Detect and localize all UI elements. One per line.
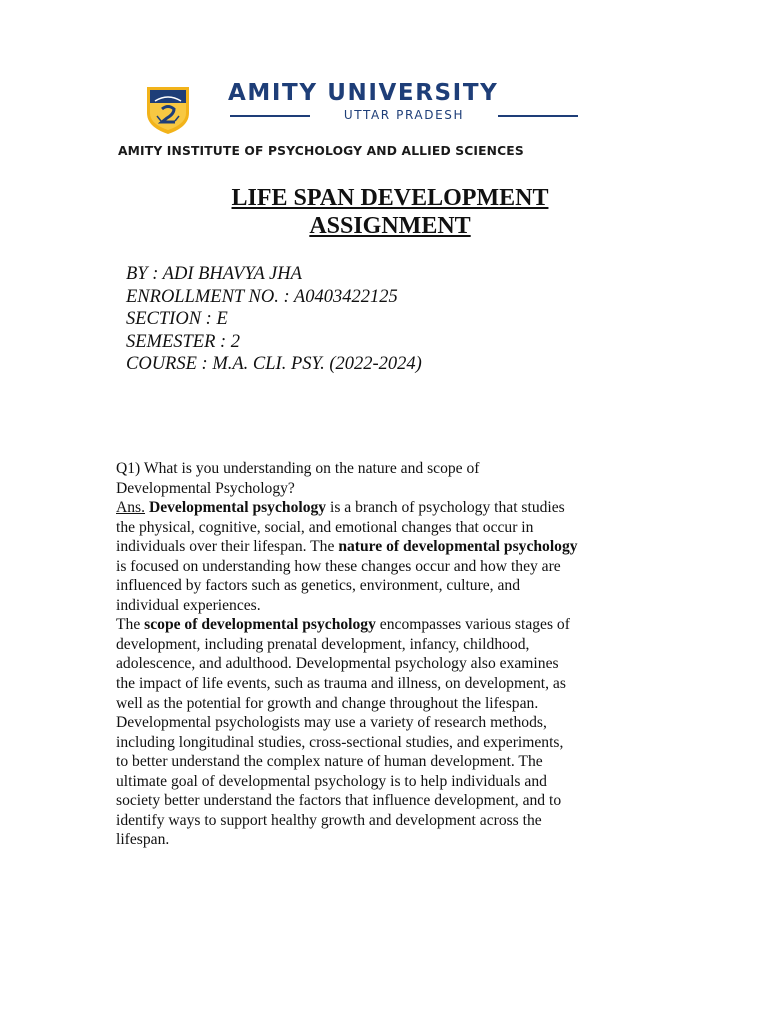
scope-line: development, including prenatal development, infancy, childhood,: [116, 635, 530, 653]
answer-line-1: [116, 498, 676, 518]
answer-line-3: [116, 537, 676, 557]
scope-line: ultimate goal of developmental psychology is to help individuals and: [116, 772, 547, 790]
question-answer: [116, 459, 676, 850]
scope-line: well as the potential for growth and change throughout the lifespan.: [116, 694, 539, 712]
scope-line: the impact of life events, such as trauma and illness, on development, as: [116, 675, 566, 693]
institute-name: AMITY INSTITUTE OF PSYCHOLOGY AND ALLIED SCIENCES: [118, 144, 524, 158]
amity-logo-icon: [143, 83, 193, 135]
document-title: [140, 184, 640, 240]
term-scope: scope of developmental psychology: [144, 616, 376, 634]
scope-line: Developmental psychologists may use a variety of research methods,: [116, 714, 547, 732]
info-enrollment: ENROLLMENT NO. : A0403422125: [126, 286, 398, 307]
student-info: [126, 263, 422, 376]
answer-line-2: the physical, cognitive, social, and emotional changes that occur in: [116, 518, 534, 536]
scope-line-start: The: [116, 616, 145, 634]
info-by: BY : ADI BHAVYA JHA: [126, 264, 302, 284]
title-line-2: ASSIGNMENT: [309, 213, 471, 239]
location-rule-left: [230, 115, 310, 117]
info-course: COURSE : M.A. CLI. PSY. (2022-2024): [126, 354, 422, 374]
answer-line-3-start: individuals over their lifespan. The: [116, 538, 339, 556]
answer-line-5: influenced by factors such as genetics, environment, culture, and: [116, 577, 520, 595]
question-line-1: Q1) What is you understanding on the nature and scope of: [116, 460, 480, 477]
answer-label: Ans.: [116, 499, 146, 517]
info-section: SECTION : E: [126, 309, 228, 329]
university-name: AMITY UNIVERSITY: [228, 80, 499, 106]
term-nature: nature of developmental psychology: [338, 538, 578, 556]
info-semester: SEMESTER : 2: [126, 331, 241, 352]
university-location: UTTAR PRADESH: [343, 108, 465, 122]
answer-line-1-rest: is a branch of psychology that studies: [326, 499, 565, 517]
scope-line: identify ways to support healthy growth and development across the: [116, 811, 542, 829]
term-developmental-psychology: Developmental psychology: [148, 499, 327, 517]
scope-line: to better understand the complex nature of human development. The: [116, 753, 543, 771]
scope-line-rest: encompasses various stages of: [375, 616, 570, 634]
scope-line: lifespan.: [116, 831, 170, 849]
scope-line: adolescence, and adulthood. Developmental psychology also examines: [116, 655, 559, 673]
question-line-2: Developmental Psychology?: [116, 479, 295, 497]
scope-line-1: [116, 615, 676, 635]
location-rule-right: [498, 115, 578, 117]
answer-line-6: individual experiences.: [116, 596, 261, 614]
document-header: [0, 0, 768, 170]
scope-line: society better understand the factors that influence development, and to: [116, 792, 562, 810]
university-location-row: [230, 108, 578, 124]
answer-line-4: is focused on understanding how these changes occur and how they are: [116, 557, 561, 575]
scope-line: including longitudinal studies, cross-sectional studies, and experiments,: [116, 733, 564, 751]
title-line-1: LIFE SPAN DEVELOPMENT: [231, 185, 549, 211]
